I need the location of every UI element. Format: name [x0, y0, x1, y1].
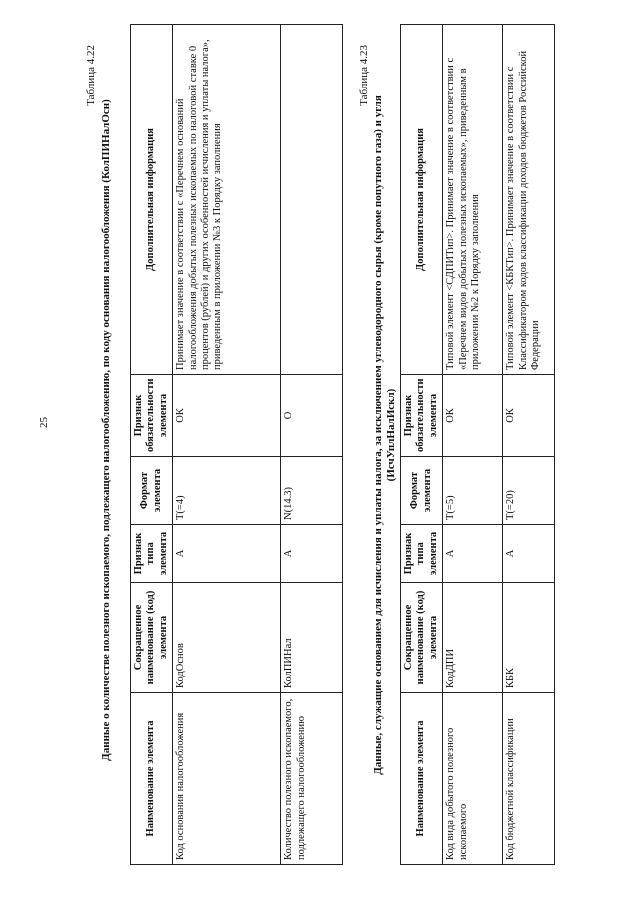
table-cell: А [443, 525, 503, 583]
table-cell [281, 25, 343, 375]
table-cell: T(=5) [443, 457, 503, 525]
table-cell: ОК [173, 375, 281, 457]
table-cell: А [173, 525, 281, 583]
table-cell: Код вида добытого полезного ископаемого [443, 693, 503, 865]
table-row [503, 25, 555, 865]
table-cell: T(=4) [173, 457, 281, 525]
table-row [443, 25, 503, 865]
header-cell: Признак типа элемента [131, 525, 173, 583]
table-cell: N(14.3) [281, 457, 343, 525]
header-cell: Сокращенное наименование (код) элемента [401, 583, 443, 693]
table-cell: Принимает значение в соответствии с «Перечнем оснований налогообложения добытых полезных ископаемых по налоговой ставке 0 процентов (рублей) и других особенностей исчисления и уплаты налога», приведенным в приложении №3 к Порядку заполнения [173, 25, 281, 375]
table-cell: КодДПИ [443, 583, 503, 693]
table-cell: КолПИНал [281, 583, 343, 693]
table-cell: T(=20) [503, 457, 555, 525]
table-cell: Количество полезного ископаемого, подлежащего налогообложению [281, 693, 343, 865]
header-cell: Признак обязательности элемента [131, 375, 173, 457]
table-header-row [401, 25, 443, 865]
table-cell: Код основания налогообложения [173, 693, 281, 865]
table-cell: Типовой элемент <СДПИТип>. Принимает значение в соответствии с «Перечнем видов добытых полезных ископаемых», приведенным в приложении №2 к Порядку заполнения [443, 25, 503, 375]
header-cell: Формат элемента [131, 457, 173, 525]
table-4-22 [130, 24, 343, 865]
table-cell: КБК [503, 583, 555, 693]
header-cell: Наименование элемента [131, 693, 173, 865]
header-cell: Признак типа элемента [401, 525, 443, 583]
table-cell: КодОснов [173, 583, 281, 693]
table-header-row [131, 25, 173, 865]
table-4-22-heading: Данные о количестве полезного ископаемого, подлежащего налогообложению, по коду основания налогообложения (КолПИНалОсн) [100, 99, 112, 761]
page-number: 25 [38, 417, 50, 428]
header-cell: Формат элемента [401, 457, 443, 525]
header-cell: Дополнительная информация [401, 25, 443, 375]
header-cell: Сокращенное наименование (код) элемента [131, 583, 173, 693]
table-4-23-label: Таблица 4.23 [358, 45, 370, 106]
table-cell: А [281, 525, 343, 583]
table-cell: Код бюджетной классификации [503, 693, 555, 865]
header-cell: Наименование элемента [401, 693, 443, 865]
table-4-22-label: Таблица 4.22 [85, 45, 97, 106]
header-cell: Дополнительная информация [131, 25, 173, 375]
table-cell: ОК [443, 375, 503, 457]
table-row [281, 25, 343, 865]
header-cell: Признак обязательности элемента [401, 375, 443, 457]
table-cell: А [503, 525, 555, 583]
table-cell: Типовой элемент <КБКТип>. Принимает значение в соответствии с Классификатором кодов классификации доходов бюджетов Российской Федерации [503, 25, 555, 375]
table-4-23 [400, 24, 555, 865]
table-4-23-heading: Данные, служащие основанием для исчисления и уплаты налога, за исключением углеводородного сырья (кроме попутного газа) и угля (ИсчУплНалИскл) [372, 95, 397, 775]
table-cell: О [281, 375, 343, 457]
table-row [173, 25, 281, 865]
table-cell: ОК [503, 375, 555, 457]
